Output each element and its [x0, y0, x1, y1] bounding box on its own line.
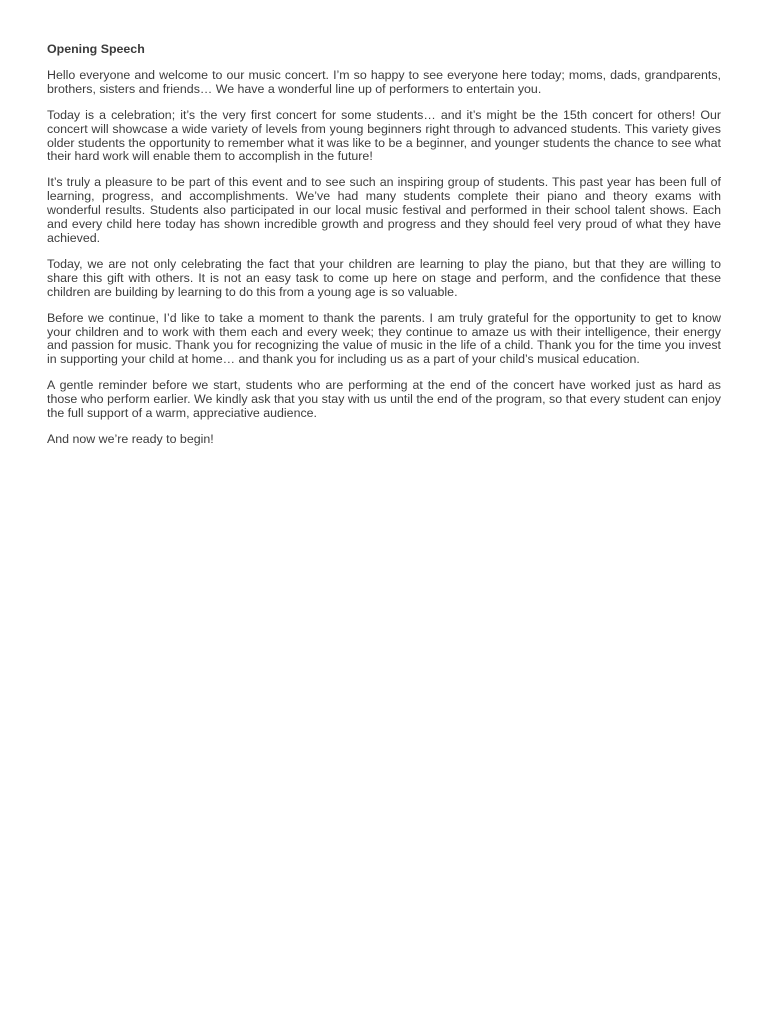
- paragraph-pleasure: It’s truly a pleasure to be part of this event and to see such an inspiring group of students. This past year has been full of learning, progress, and accomplishments. We’ve had many students complete their piano and theory exams with wonderful results. Students also participated in our local music festival and performed in their school talent shows. Each and every child here today has shown incredible growth and progress and they should feel very proud of what they have achieved.: [47, 175, 721, 245]
- paragraph-sharing: Today, we are not only celebrating the fact that your children are learning to play the piano, but that they are willing to share this gift with others. It is not an easy task to come up here on stage and perform, and the confidence that these children are building by learning to do this from a young age is so valuable.: [47, 256, 721, 299]
- document-title: Opening Speech: [47, 42, 145, 56]
- paragraph-thanks-parents: Before we continue, I’d like to take a moment to thank the parents. I am truly grateful for the opportunity to get to know your children and to work with them each and every week; they continue to amaze us with their intelligence, their energy and passion for music. Thank you for recognizing the value of music in the life of a child. Thank you for the time you invest in supporting your child at home… and thank you for including us as a part of your child’s musical education.: [47, 310, 721, 367]
- paragraph-celebration: Today is a celebration; it’s the very first concert for some students… and it’s might be the 15th concert for others! Our concert will showcase a wide variety of levels from young beginners right through to advanced students. This variety gives older students the opportunity to remember what it was like to be a beginner, and younger students the chance to see what their hard work will enable them to accomplish in the future!: [47, 107, 721, 164]
- paragraph-welcome: Hello everyone and welcome to our music concert. I’m so happy to see everyone here today; moms, dads, grandparents, brothers, sisters and friends… We have a wonderful line up of performers to entertain you.: [47, 67, 721, 96]
- paragraph-begin: And now we’re ready to begin!: [47, 431, 214, 446]
- document-body: [47, 43, 721, 459]
- paragraph-reminder: A gentle reminder before we start, students who are performing at the end of the concert have worked just as hard as those who perform earlier. We kindly ask that you stay with us until the end of the program, so that every student can enjoy the full support of a warm, appreciative audience.: [47, 378, 721, 421]
